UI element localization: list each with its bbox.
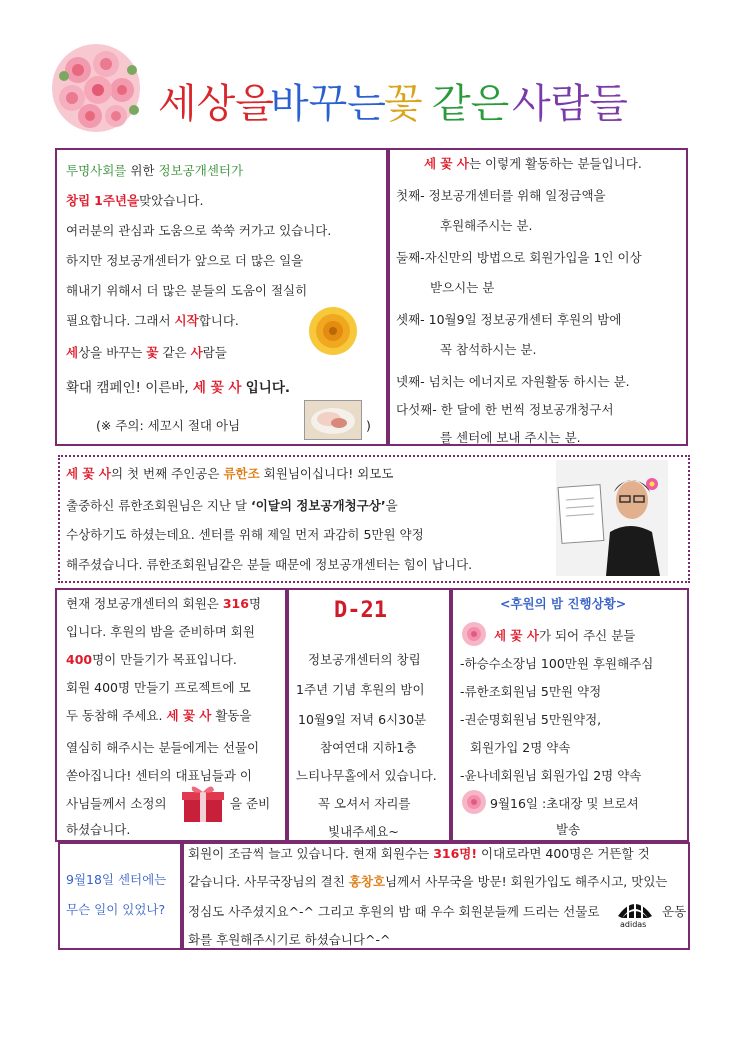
- box8-line4: 화를 후원해주시기로 하셨습니다^-^: [188, 932, 391, 947]
- box7-line1: 9월18일 센터에는: [66, 872, 167, 887]
- box6-line8: 발송: [556, 822, 581, 837]
- box3-line3: 수상하기도 하셨는데요. 센터를 위해 제일 먼저 과감히 5만원 약정: [66, 527, 424, 542]
- box6-line7: 9월16일 :초대장 및 브로셔: [490, 796, 639, 811]
- box3-line1: 세 꽃 사의 첫 번째 주인공은 류한조 회원님이십니다! 외모도: [66, 466, 394, 481]
- box5-line6: 꼭 오셔서 자리를: [318, 796, 411, 811]
- box5-line2: 1주년 기념 후원의 밤이: [296, 682, 425, 697]
- box8-line2: 같습니다. 사무국장님의 결친 홍창호님께서 사무국을 방문! 회원가입도 해주시고, 맛있는: [188, 874, 668, 889]
- page-title-3: 꽃: [384, 81, 423, 127]
- box2-line4: 둘째-자신만의 방법으로 회원가입을 1인 이상: [396, 250, 642, 265]
- box4-line1: 현재 정보공개센터의 회원은 316명: [66, 596, 262, 611]
- box4-line4: 회원 400명 만들기 프로젝트에 모: [66, 680, 251, 695]
- box2-line8: 넷째- 넘치는 에너지로 자원활동 하시는 분.: [396, 374, 630, 389]
- box4-line8b: 을 준비: [230, 796, 271, 811]
- box1-line9-end: ): [366, 418, 371, 433]
- member-photo: [556, 460, 668, 576]
- box2-line7: 꼭 참석하시는 분.: [440, 342, 537, 357]
- box6-title: <후원의 밤 진행상황>: [500, 596, 627, 611]
- page-title-1: 세상을: [158, 81, 274, 127]
- page-title-4: 같은: [432, 81, 510, 127]
- box1-line1: 투명사회를 위한 정보공개센터가: [66, 163, 244, 178]
- box1-line3: 여러분의 관심과 도움으로 쑥쑥 커가고 있습니다.: [66, 223, 332, 238]
- box3-line2: 출중하신 류한조회원님은 지난 달 ‘이달의 정보공개청구상’을: [66, 498, 398, 513]
- box4-line3: 400명이 만들기가 목표입니다.: [66, 652, 237, 667]
- box3-line4: 해주셨습니다. 류한조회원님같은 분들 때문에 정보공개센터는 힘이 납니다.: [66, 557, 473, 572]
- box2-line1: 세 꽃 사는 이렇게 활동하는 분들입니다.: [424, 156, 642, 171]
- box8-line1: 회원이 조금씩 늘고 있습니다. 현재 회원수는 316명! 이대로라면 400명은 거뜬할 것: [188, 846, 650, 861]
- box4-line6: 열심히 해주시는 분들에게는 선물이: [66, 740, 260, 755]
- box1-line9: (※ 주의: 세꼬시 절대 아님: [96, 418, 241, 433]
- box1-line2: 창립 1주년을맞았습니다.: [66, 193, 204, 208]
- box4-line5: 두 동참해 주세요. 세 꽃 사 활동을: [66, 708, 252, 723]
- page-title-2: 바꾸는: [270, 81, 386, 127]
- box8-line3-end: 운동: [662, 904, 687, 919]
- bouquet-icon: [48, 40, 144, 136]
- box7-line2: 무슨 일이 있었나?: [66, 902, 166, 917]
- box5-line5: 느티나무홀에서 있습니다.: [296, 768, 437, 783]
- box2-line10: 를 센터에 보내 주시는 분.: [440, 430, 581, 445]
- box5-line4: 참여연대 지하1층: [320, 740, 417, 755]
- box8-line3: 정심도 사주셨지요^-^ 그리고 후원의 밤 때 우수 회원분들께 드리는 선물로: [188, 904, 600, 919]
- sashimi-photo: [304, 400, 362, 440]
- box5-line7: 빛내주세요~: [328, 824, 399, 839]
- box1-line7: 세상을 바꾸는 꽃 같은 사람들: [66, 345, 227, 360]
- pink-flower-icon-2: [460, 788, 488, 816]
- box4-line7: 쏟아집니다! 센터의 대표님들과 이: [66, 768, 252, 783]
- page-title-5: 사람들: [512, 81, 628, 127]
- box2-line6: 셋째- 10월9일 정보공개센터 후원의 밤에: [396, 312, 622, 327]
- box6-line1: 세 꽃 사가 되어 주신 분들: [494, 628, 636, 643]
- box6-line3: -류한조회원님 5만원 약정: [460, 684, 602, 699]
- sept18-label-box: [58, 842, 182, 950]
- adidas-wordmark: adidas: [620, 920, 647, 929]
- dday-label: D-21: [334, 598, 387, 623]
- box2-line3: 후원해주시는 분.: [440, 218, 533, 233]
- box1-line5: 해내기 위해서 더 많은 분들의 도움이 절실히: [66, 283, 308, 298]
- box1-line8: 확대 캠페인! 이른바, 세 꽃 사 입니다.: [66, 380, 291, 396]
- box5-line1: 정보공개센터의 창립: [308, 652, 421, 667]
- box6-line4: -권순명회원님 5만원약정,: [460, 712, 602, 727]
- adidas-logo: [612, 890, 658, 930]
- box1-line4: 하지만 정보공개센터가 앞으로 더 많은 일을: [66, 253, 304, 268]
- box2-line2: 첫째- 정보공개센터를 위해 일정금액을: [396, 188, 606, 203]
- yellow-flower-icon: [306, 304, 360, 358]
- box6-line2: -하승수소장님 100만원 후원해주심: [460, 656, 654, 671]
- box6-line6: -윤나네회원님 회원가입 2명 약속: [460, 768, 642, 783]
- box6-line5: 회원가입 2명 약속: [470, 740, 571, 755]
- box2-line9: 다섯째- 한 달에 한 번씩 정보공개청구서: [396, 402, 614, 417]
- box4-line8a: 사님들께서 소정의: [66, 796, 167, 811]
- box4-line2: 입니다. 후원의 밤을 준비하며 회원: [66, 624, 255, 639]
- gift-box-icon: [178, 782, 228, 824]
- box2-line5: 받으시는 분: [430, 280, 495, 295]
- box4-line9: 하셨습니다.: [66, 822, 131, 837]
- box1-line6: 필요합니다. 그래서 시작합니다.: [66, 313, 239, 328]
- box5-line3: 10월9일 저녁 6시30분: [298, 712, 427, 727]
- pink-flower-icon: [460, 620, 488, 648]
